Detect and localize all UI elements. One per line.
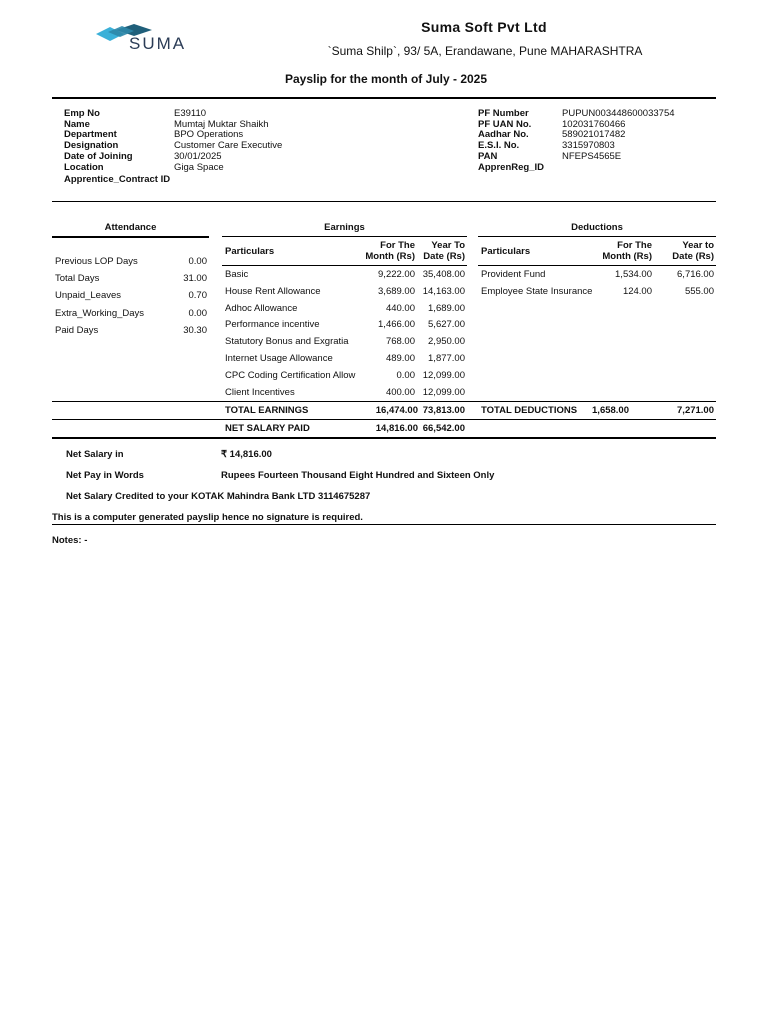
deductions-col-particulars: Particulars [481, 246, 531, 257]
employee-field-label: Date of Joining [64, 150, 133, 162]
earnings-row-name: House Rent Allowance [225, 285, 321, 297]
company-address: `Suma Shilp`, 93/ 5A, Erandawane, Pune MAHARASHTRA [327, 44, 643, 58]
employee-field-value: Giga Space [174, 161, 224, 173]
attendance-label: Previous LOP Days [55, 256, 138, 267]
net-pay-words-value: Rupees Fourteen Thousand Eight Hundred and Sixteen Only [221, 470, 495, 481]
earnings-row-name: CPC Coding Certification Allow [225, 369, 356, 381]
earnings-row-month: 9,222.00 [378, 269, 415, 280]
earnings-col-particulars: Particulars [225, 246, 275, 257]
earnings-table [222, 267, 467, 402]
attendance-label: Extra_Working_Days [55, 307, 145, 319]
employee-field-value: 30/01/2025 [174, 150, 222, 162]
net-salary-value: ₹ 14,816.00 [221, 449, 272, 460]
employee-field-value: Customer Care Executive [174, 140, 283, 152]
earnings-row-month: 3,689.00 [378, 285, 415, 297]
earnings-row-ytd: 5,627.00 [428, 319, 465, 331]
net-salary-label: Net Salary in [66, 449, 124, 460]
deductions-table [478, 267, 716, 327]
earnings-row-name: Client Incentives [225, 386, 295, 398]
totals-bottom-line [52, 437, 716, 439]
employee-field-label: Designation [64, 140, 119, 152]
employee-field-label: PF UAN No. [478, 118, 532, 130]
attendance-title: Attendance [104, 222, 157, 233]
earnings-row-name: Performance incentive [225, 319, 320, 331]
earnings-col-ytd-1: Year To [431, 240, 465, 251]
earnings-col-month-2: Month (Rs) [365, 251, 415, 262]
earnings-row-ytd: 1,877.00 [428, 353, 465, 364]
earnings-row-month: 0.00 [396, 369, 415, 381]
employee-field-value: 589021017482 [562, 129, 626, 141]
total-deductions-month: 1,658.00 [592, 405, 629, 416]
earnings-row-month: 1,466.00 [378, 319, 415, 331]
employee-field-label: PAN [478, 150, 498, 162]
deductions-col-month-2: Month (Rs) [602, 251, 652, 262]
earnings-row-ytd: 2,950.00 [428, 336, 465, 348]
employee-field-value: Mumtaj Muktar Shaikh [174, 118, 269, 130]
earnings-row-ytd: 12,099.00 [422, 386, 465, 398]
bank-credit-text: Net Salary Credited to your KOTAK Mahindra Bank LTD 3114675287 [66, 491, 371, 502]
earnings-row-ytd: 1,689.00 [428, 302, 465, 314]
earnings-title: Earnings [324, 222, 365, 233]
attendance-value: 0.00 [188, 307, 207, 319]
earnings-row-month: 400.00 [385, 386, 415, 398]
deductions-col-month-1: For The [617, 240, 652, 251]
earnings-col-month-1: For The [380, 240, 415, 251]
details-divider [52, 201, 716, 202]
earnings-row-name: Internet Usage Allowance [225, 353, 333, 364]
deductions-col-ytd-1: Year to [682, 240, 714, 251]
earnings-row-name: Adhoc Allowance [225, 302, 298, 314]
earnings-header-line [222, 265, 467, 266]
employee-field-value: 3315970803 [562, 140, 615, 152]
total-deductions-ytd: 7,271.00 [677, 405, 714, 416]
earnings-row-month: 489.00 [385, 353, 415, 364]
attendance-value: 0.00 [188, 256, 207, 267]
earnings-title-line [222, 236, 467, 237]
total-deductions-label: TOTAL DEDUCTIONS [481, 405, 578, 416]
employee-field-value: PUPUN003448600033754 [562, 108, 675, 119]
attendance-value: 31.00 [183, 273, 207, 285]
deductions-row-name: Employee State Insurance [481, 285, 593, 297]
earnings-row-ytd: 12,099.00 [422, 369, 465, 381]
employee-field-label: Department [64, 129, 117, 141]
employee-field-label: Aadhar No. [478, 129, 529, 141]
employee-field-value: E39110 [174, 108, 207, 119]
header-divider [52, 97, 716, 99]
employee-field-label: PF Number [478, 108, 529, 119]
earnings-col-ytd-2: Date (Rs) [423, 251, 465, 262]
attendance-value: 30.30 [183, 324, 207, 336]
deductions-title-line [478, 236, 716, 237]
totals-top-line [52, 401, 716, 402]
employee-field-value: NFEPS4565E [562, 150, 622, 162]
company-name: Suma Soft Pvt Ltd [421, 19, 547, 35]
employee-field-label: Apprentice_Contract ID [64, 174, 171, 185]
earnings-row-month: 440.00 [385, 302, 415, 314]
earnings-row-name: Statutory Bonus and Exgratia [225, 336, 349, 348]
deductions-row-month: 1,534.00 [615, 269, 652, 280]
attendance-label: Paid Days [55, 324, 99, 336]
deductions-col-ytd-2: Date (Rs) [672, 251, 714, 262]
earnings-row-ytd: 14,163.00 [422, 285, 465, 297]
net-salary-paid-label: NET SALARY PAID [225, 423, 310, 434]
footer-line [52, 524, 716, 525]
employee-field-label: ApprenReg_ID [478, 161, 544, 173]
total-earnings-label: TOTAL EARNINGS [225, 405, 309, 416]
total-earnings-ytd: 73,813.00 [422, 405, 465, 416]
company-logo [94, 22, 224, 54]
earnings-row-month: 768.00 [385, 336, 415, 348]
deductions-row-ytd: 6,716.00 [677, 269, 714, 280]
employee-field-label: Emp No [64, 108, 100, 119]
notes-label: Notes: - [52, 535, 88, 546]
deductions-row-month: 124.00 [622, 285, 652, 297]
attendance-table [52, 252, 209, 342]
earnings-row-ytd: 35,408.00 [422, 269, 465, 280]
attendance-label: Total Days [55, 273, 100, 285]
earnings-row-name: Basic [225, 269, 249, 280]
attendance-label: Unpaid_Leaves [55, 290, 122, 302]
net-salary-paid-ytd: 66,542.00 [422, 423, 465, 434]
employee-field-label: Name [64, 118, 90, 130]
net-salary-paid-month: 14,816.00 [375, 423, 418, 434]
employee-field-label: E.S.I. No. [478, 140, 520, 152]
signature-note: This is a computer generated payslip hence no signature is required. [52, 512, 363, 523]
net-pay-words-label: Net Pay in Words [66, 470, 144, 481]
total-earnings-month: 16,474.00 [375, 405, 418, 416]
deductions-row-ytd: 555.00 [684, 285, 714, 297]
employee-field-label: Location [64, 161, 104, 173]
totals-middle-line [52, 419, 716, 420]
payslip-title: Payslip for the month of July - 2025 [284, 72, 488, 86]
attendance-header-line [52, 236, 209, 238]
employee-field-value: 102031760466 [562, 118, 626, 130]
deductions-title: Deductions [571, 222, 623, 233]
employee-field-value: BPO Operations [174, 129, 244, 141]
deductions-header-line [478, 265, 716, 266]
logo-text: SUMA [129, 34, 187, 53]
attendance-value: 0.70 [188, 290, 207, 302]
deductions-row-name: Provident Fund [481, 269, 546, 280]
